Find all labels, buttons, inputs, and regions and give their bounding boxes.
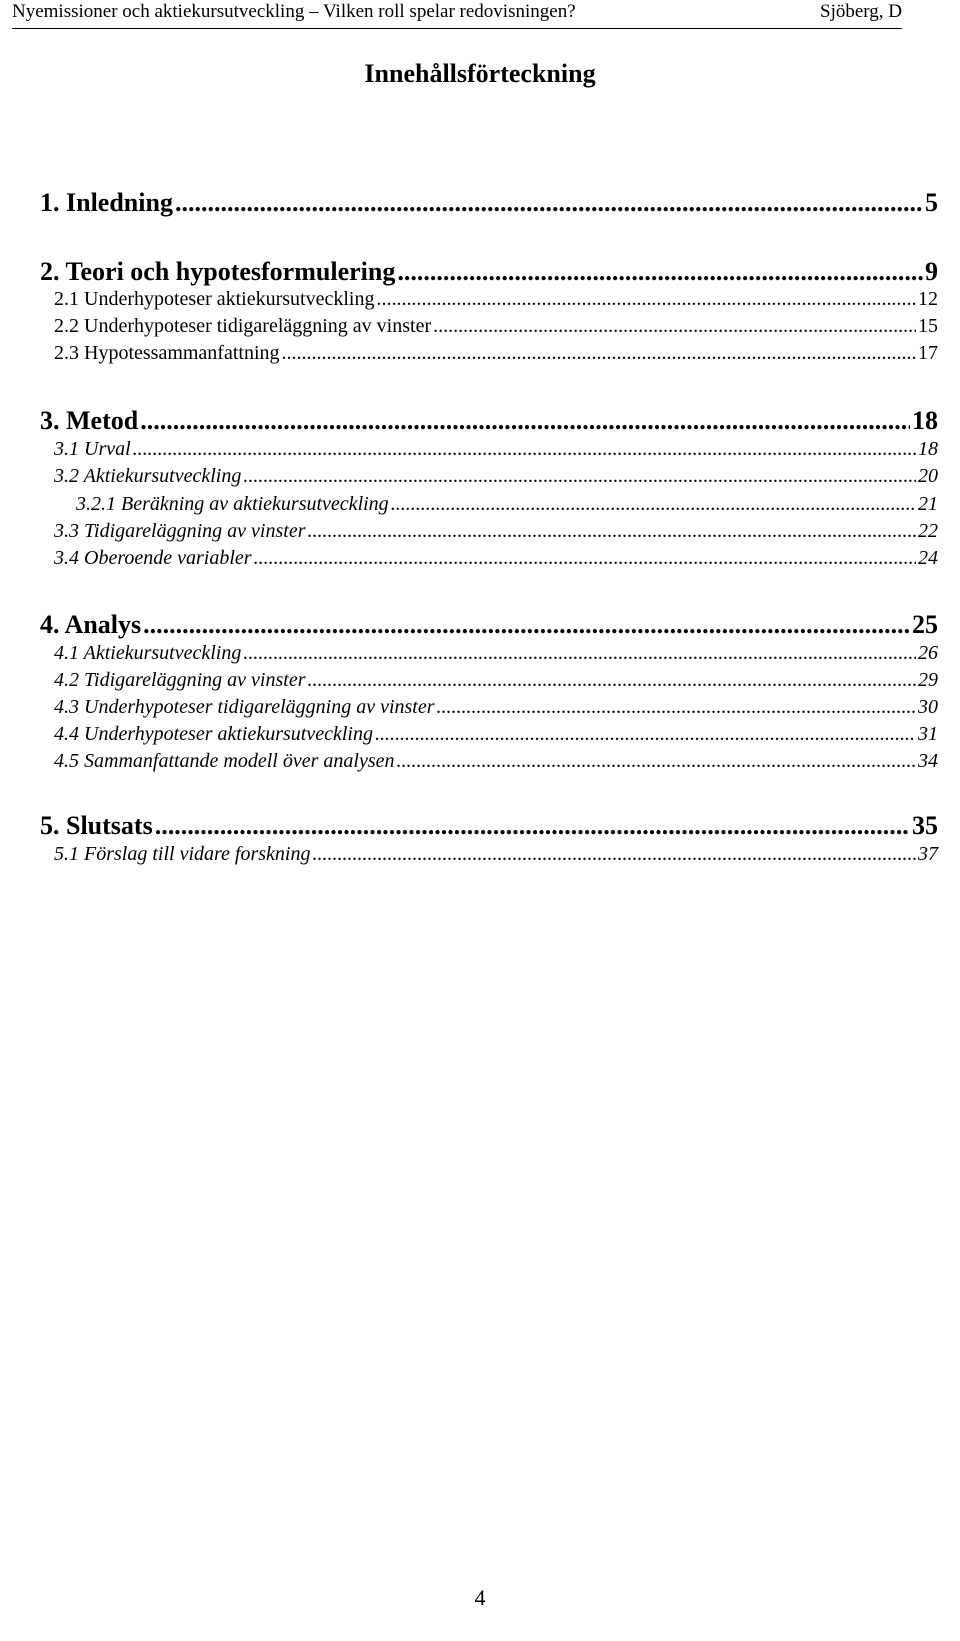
header-title: Nyemissioner och aktiekursutveckling – Vilken roll spelar redovisningen? [12,1,576,22]
toc-entry-label: 3.1 Urval [54,438,131,460]
toc-entry-page: 24 [918,547,938,569]
toc-entry-2-2[interactable] [54,313,938,339]
toc-entry-label: 3.2 Aktiekursutveckling [54,465,242,487]
toc-entry-page: 37 [918,843,938,865]
toc-entry-label: 3.2.1 Beräkning av aktiekursutveckling [76,493,389,515]
toc-entry-5-1[interactable] [54,841,938,867]
toc-entry-page: 17 [918,342,938,364]
toc-entry-label: 4.1 Aktiekursutveckling [54,642,242,664]
toc-entry-page: 22 [918,520,938,542]
toc-entry-page: 12 [918,288,938,310]
toc-entry-3-2-1[interactable] [76,491,938,517]
toc-entry-label: 3.3 Tidigareläggning av vinster [54,520,306,542]
toc-entry-label: 4.3 Underhypoteser tidigareläggning av vinster [54,696,435,718]
toc-entry-label: 3. Metod [40,406,139,435]
toc-entry-page: 31 [918,723,938,745]
toc-entry-page: 35 [912,811,938,840]
toc-entry-page: 9 [925,257,938,286]
toc-entry-page: 5 [925,188,938,217]
toc-entry-3-1[interactable] [54,436,938,462]
toc-entry-page: 34 [918,750,938,772]
toc-entry-slutsats[interactable] [40,809,938,843]
toc-entry-4-5[interactable] [54,748,938,774]
toc-entry-label: 4.4 Underhypoteser aktiekursutveckling [54,723,373,745]
toc-entry-4-2[interactable] [54,667,938,693]
toc-entry-4-4[interactable] [54,721,938,747]
toc-entry-page: 29 [918,669,938,691]
toc-entry-label: 5.1 Förslag till vidare forskning [54,843,311,865]
toc-entry-page: 20 [918,465,938,487]
toc-entry-2-1[interactable] [54,286,938,312]
toc-entry-page: 30 [918,696,938,718]
toc-entry-analys[interactable] [40,608,938,642]
toc-entry-label: 2.2 Underhypoteser tidigareläggning av vinster [54,315,432,337]
toc-entry-page: 18 [918,438,938,460]
running-header [12,0,902,29]
page-number: 4 [474,1585,486,1610]
toc-entry-label: 4.5 Sammanfattande modell över analysen [54,750,395,772]
toc-entry-label: 4. Analys [40,610,142,639]
toc-entry-label: 3.4 Oberoende variabler [54,547,252,569]
toc-entry-inledning[interactable] [40,186,938,220]
toc-entry-3-3[interactable] [54,518,938,544]
toc-entry-label: 5. Slutsats [40,811,153,840]
toc-entry-4-1[interactable] [54,640,938,666]
toc-entry-3-4[interactable] [54,545,938,571]
toc-entry-page: 26 [918,642,938,664]
toc-entry-page: 25 [912,610,938,639]
toc-entry-label: 4.2 Tidigareläggning av vinster [54,669,306,691]
toc-entry-page: 15 [918,315,938,337]
toc-entry-2-3[interactable] [54,340,938,366]
toc-heading: Innehållsförteckning [364,59,596,88]
toc-entry-teori[interactable] [40,255,938,289]
toc-entry-label: 1. Inledning [40,188,173,217]
toc-entry-4-3[interactable] [54,694,938,720]
toc-entry-metod[interactable] [40,404,938,438]
toc-entry-page: 21 [918,493,938,515]
toc-entry-page: 18 [912,406,938,435]
header-author: Sjöberg, D [820,1,902,22]
toc-entry-label: 2.3 Hypotessammanfattning [54,342,280,364]
toc-entry-label: 2.1 Underhypoteser aktiekursutveckling [54,288,375,310]
toc-entry-3-2[interactable] [54,463,938,489]
toc-entry-label: 2. Teori och hypotesformulering [40,257,396,286]
